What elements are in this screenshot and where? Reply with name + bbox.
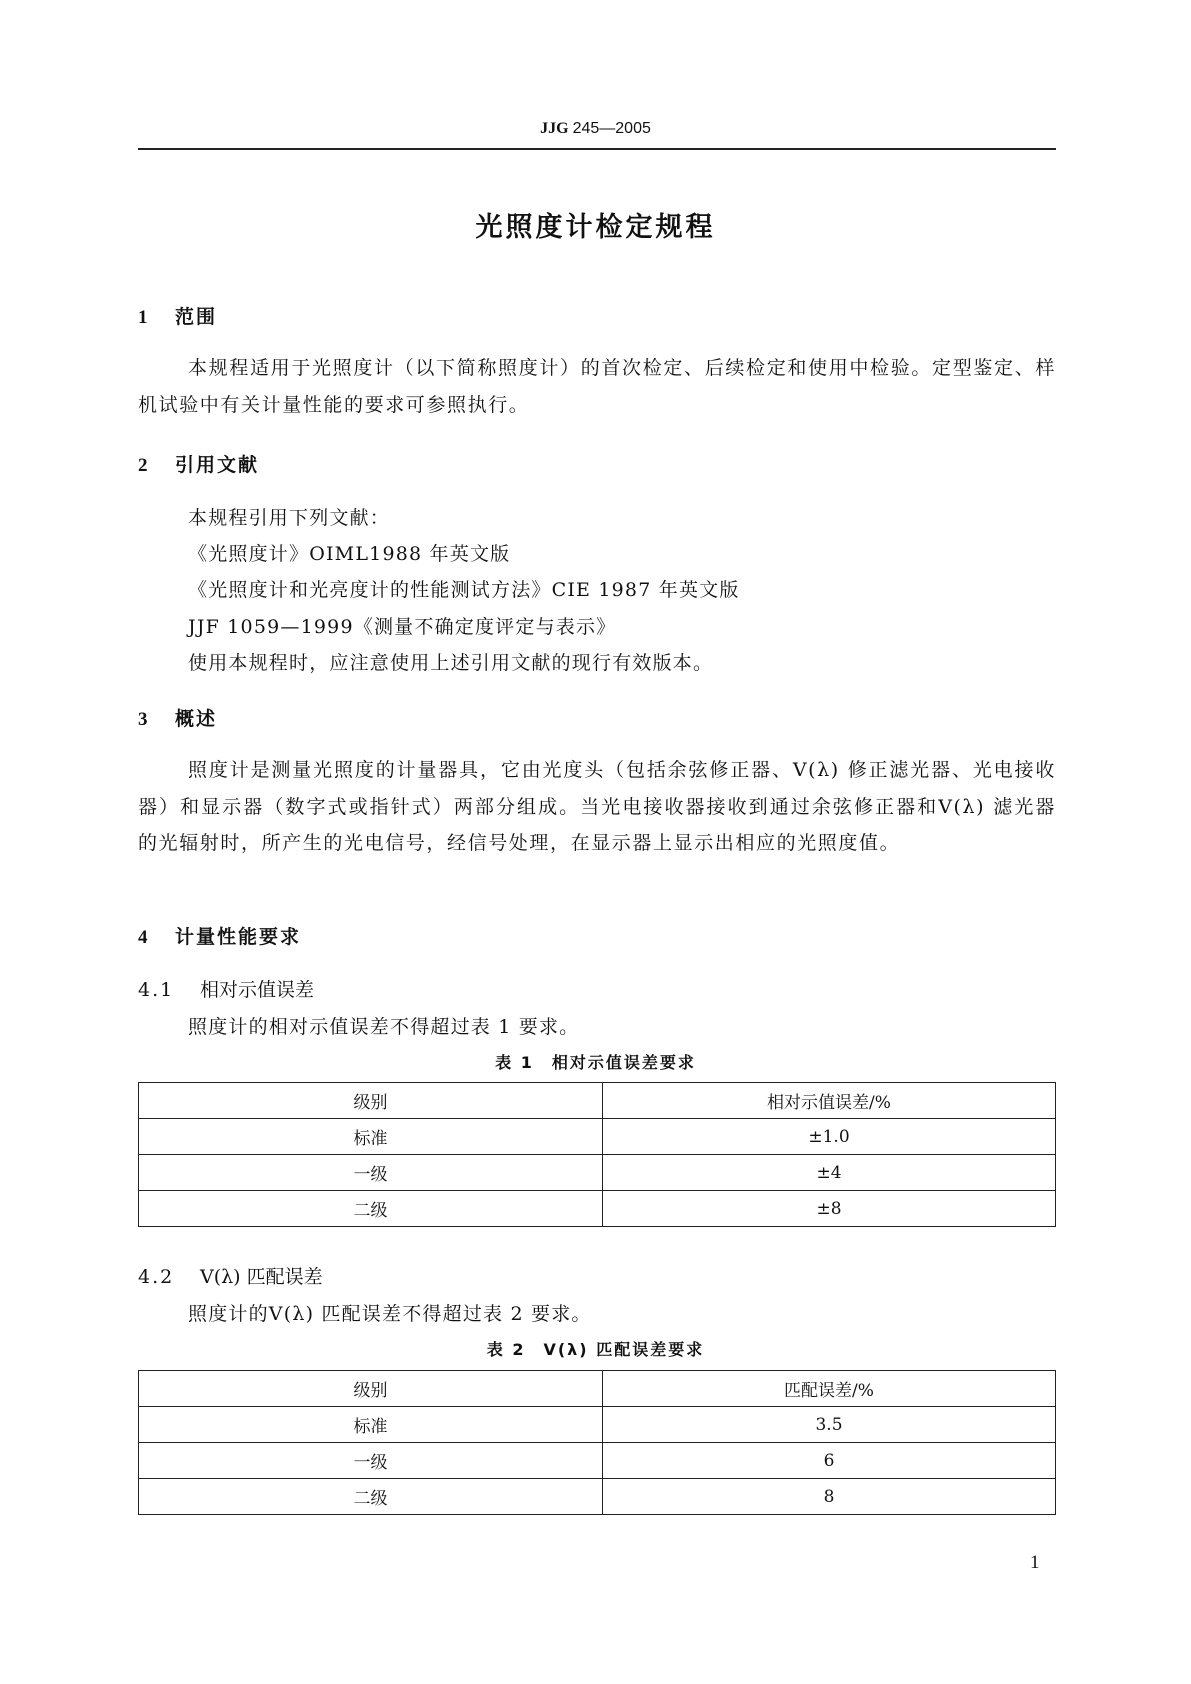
- table-row: [139, 1443, 1056, 1479]
- table-header-cell: 级别: [139, 1083, 603, 1119]
- table-cell: 二级: [139, 1191, 603, 1227]
- subsection-4-2-heading: [138, 1262, 323, 1289]
- table-cell: 标准: [139, 1407, 603, 1443]
- table-header-row: [139, 1371, 1056, 1407]
- table-cell: 二级: [139, 1479, 603, 1515]
- header-rule: [138, 148, 1056, 150]
- table-cell: ±4: [603, 1155, 1056, 1191]
- section-1-number: 1: [138, 307, 150, 328]
- page-number: 1: [1030, 1552, 1040, 1573]
- table-cell: ±8: [603, 1191, 1056, 1227]
- reference-intro: 本规程引用下列文献：: [188, 507, 391, 529]
- section-2-number: 2: [138, 455, 150, 476]
- section-3-heading: [138, 704, 217, 731]
- document-title: 光照度计检定规程: [475, 212, 716, 243]
- table-cell: 3.5: [603, 1407, 1056, 1443]
- reference-item: 《光照度计和光亮度计的性能测试方法》CIE 1987 年英文版: [188, 579, 740, 601]
- table-row: [139, 1191, 1056, 1227]
- section-2-title: 引用文献: [175, 454, 260, 476]
- standard-code: JJG: [540, 120, 569, 137]
- standard-number: 245—2005: [572, 120, 651, 137]
- table-header-cell: 相对示值误差/%: [603, 1083, 1056, 1119]
- section-2-heading: [138, 450, 259, 477]
- section-4-number: 4: [138, 927, 150, 948]
- table-header-row: [139, 1083, 1056, 1119]
- table-row: [139, 1479, 1056, 1515]
- table-row: [139, 1119, 1056, 1155]
- table-1: [138, 1082, 1056, 1227]
- reference-note: 使用本规程时，应注意使用上述引用文献的现行有效版本。: [188, 652, 714, 674]
- subsection-4-2-title: V(λ) 匹配误差: [200, 1266, 323, 1288]
- table-row: [139, 1407, 1056, 1443]
- subsection-4-2-number: 4.2: [138, 1266, 175, 1288]
- subsection-4-1-heading: [138, 975, 314, 1002]
- section-1-body: 本规程适用于光照度计（以下简称照度计）的首次检定、后续检定和使用中检验。定型鉴定、样机试验中有关计量性能的要求可参照执行。: [138, 357, 1056, 416]
- subsection-4-1-number: 4.1: [138, 979, 175, 1001]
- reference-item: JJF 1059—1999《测量不确定度评定与表示》: [188, 616, 617, 638]
- table-cell: 一级: [139, 1443, 603, 1479]
- table-cell: 一级: [139, 1155, 603, 1191]
- reference-item: 《光照度计》OIML1988 年英文版: [188, 543, 511, 565]
- table-1-caption: 表 1 相对示值误差要求: [495, 1053, 696, 1072]
- section-1-heading: [138, 302, 217, 329]
- section-3-number: 3: [138, 709, 150, 730]
- subsection-4-2-text: 照度计的V(λ) 匹配误差不得超过表 2 要求。: [188, 1303, 592, 1325]
- subsection-4-1-text: 照度计的相对示值误差不得超过表 1 要求。: [188, 1016, 580, 1038]
- table-cell: 标准: [139, 1119, 603, 1155]
- table-cell: 8: [603, 1479, 1056, 1515]
- table-cell: ±1.0: [603, 1119, 1056, 1155]
- running-header: [0, 120, 1191, 138]
- section-1-title: 范围: [175, 306, 218, 328]
- section-3-body: 照度计是测量光照度的计量器具，它由光度头（包括余弦修正器、V(λ) 修正滤光器、光电接收器）和显示器（数字式或指针式）两部分组成。当光电接收器接收到通过余弦修正器和V(λ) 滤光器的光辐射时，所产生的光电信号，经信号处理，在显示器上显示出相应的光照度值。: [138, 759, 1056, 854]
- table-header-cell: 级别: [139, 1371, 603, 1407]
- table-cell: 6: [603, 1443, 1056, 1479]
- table-2-caption: 表 2 V(λ) 匹配误差要求: [486, 1340, 705, 1359]
- section-4-title: 计量性能要求: [175, 926, 302, 948]
- table-2: [138, 1370, 1056, 1515]
- table-header-cell: 匹配误差/%: [603, 1371, 1056, 1407]
- subsection-4-1-title: 相对示值误差: [200, 979, 315, 1001]
- table-row: [139, 1155, 1056, 1191]
- section-3-title: 概述: [175, 708, 218, 730]
- section-4-heading: [138, 922, 301, 949]
